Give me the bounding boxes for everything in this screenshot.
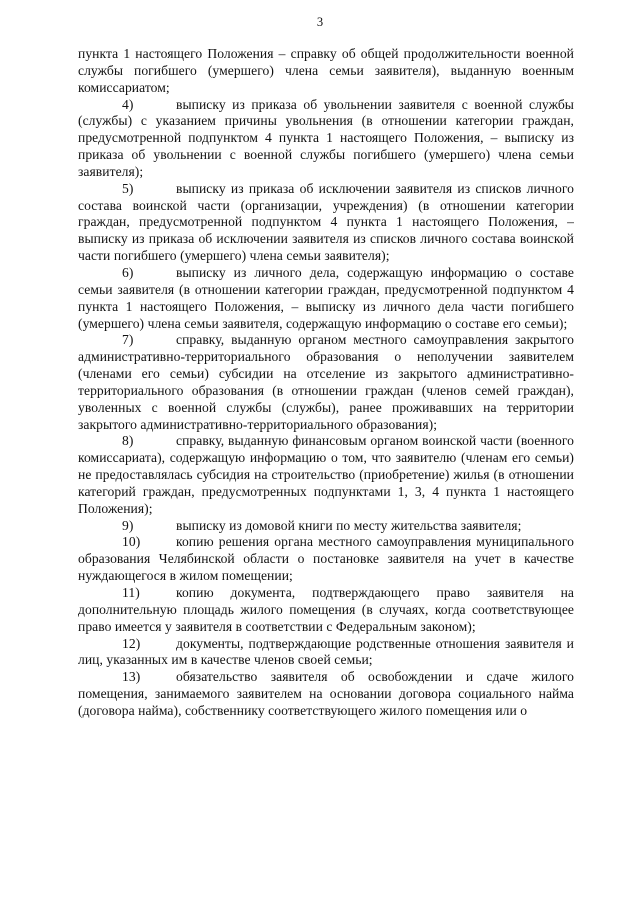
item-text: обязательство заявителя об освобождении и сдаче жилого помещения, занимаемого заявителем на основании договора социального найма (договора найма), собственнику соответствующего жилого помещения или о [78, 669, 574, 718]
item-text: копию решения органа местного самоуправления муниципального образования Челябинской области о постановке заявителя на учет в качестве нуждающегося в жилом помещении; [78, 534, 574, 584]
item-text: документы, подтверждающие родственные отношения заявителя и лиц, указанных им в качестве членов своей семьи; [78, 635, 574, 668]
list-item-10 [78, 534, 574, 585]
item-number: 6) [122, 264, 134, 280]
list-item-6 [78, 265, 574, 332]
item-number: 10) [122, 534, 141, 550]
list-item-7 [78, 332, 574, 433]
list-item-11 [78, 585, 574, 636]
list-item-12 [78, 636, 574, 670]
document-body [78, 46, 574, 720]
item-text: выписку из приказа об увольнении заявителя с военной службы (службы) с указанием причины увольнения (в отношении категории граждан, предусмотренной подпунктом 4 пункта 1 настоящего Положения, – выписку из приказа об увольнении с военной службы погибшего (умершего) члена семьи заявителя); [78, 96, 574, 179]
item-number: 4) [122, 96, 134, 112]
item-text: выписку из личного дела, содержащую информацию о составе семьи заявителя (в отношении категории граждан, предусмотренной подпунктом 4 пункта 1 настоящего Положения, – выписку из личного дела части погибшего (умершего) члена семьи заявителя, содержащую информацию о составе его семьи); [78, 264, 574, 331]
list-item-5 [78, 181, 574, 265]
item-text: справку, выданную финансовым органом воинской части (военного комиссариата), содержащую информацию о том, что заявителю (членам его семьи) не предоставлялась субсидия на строительство (приобретение) жилья (в отношении категорий граждан, предусмотренных подпунктами 1, 3, 4 пункта 1 настоящего Положения); [78, 433, 574, 516]
page-number: 3 [316, 15, 324, 29]
item-text: выписку из домовой книги по месту жительства заявителя; [176, 517, 522, 533]
item-number: 12) [122, 635, 141, 651]
list-item-8 [78, 433, 574, 517]
item-text: выписку из приказа об исключении заявителя из списков личного состава воинской части (организации, учреждения) (в отношении категории граждан, предусмотренной подпунктом 4 пункта 1 настоящего Положения, – выписку из приказа об исключении заявителя из списков личного состава воинской части погибшего (умершего) члена семьи заявителя); [78, 180, 574, 264]
item-number: 13) [122, 669, 141, 685]
list-item-4 [78, 97, 574, 181]
list-item-9 [78, 518, 574, 535]
item-text: справку, выданную органом местного самоуправления закрытого административно-территориального образования о неполучении заявителем (членами его семьи) субсидии на отселение из закрытого административно-территориального образования (в отношении граждан (членов семей граждан), уволенных с военной службы (службы), ранее проживавших на территории закрытого административно-территориального образования); [78, 332, 574, 432]
list-item-13 [78, 669, 574, 720]
item-text: копию документа, подтверждающего право заявителя на дополнительную площадь жилого помещения (в случаях, когда соответствующее право имеется у заявителя в соответствии с Федеральным законом); [78, 585, 574, 634]
item-number: 8) [122, 433, 134, 449]
item-number: 5) [122, 180, 134, 196]
paragraph-text: пункта 1 настоящего Положения – справку об общей продолжительности военной службы погибшего (умершего) члена семьи заявителя), выданную военным комиссариатом; [78, 46, 574, 95]
item-number: 11) [122, 585, 140, 600]
paragraph-continuation [78, 46, 574, 97]
item-number: 9) [122, 517, 134, 533]
item-number: 7) [122, 332, 134, 348]
